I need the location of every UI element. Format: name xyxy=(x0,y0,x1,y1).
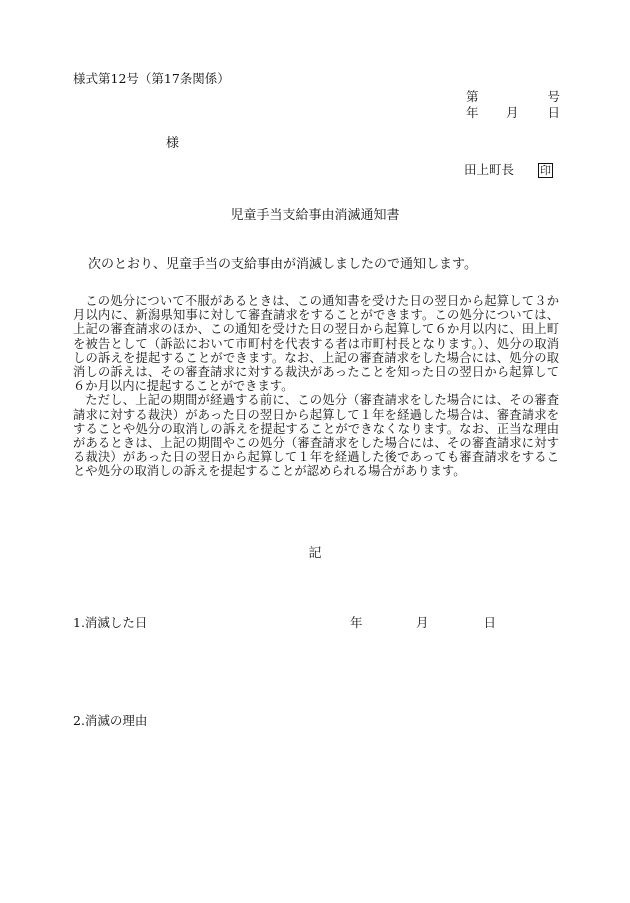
item-1-label: 1.消滅した日 xyxy=(73,615,148,630)
number-go: 号 xyxy=(547,89,560,104)
item-1-month: 月 xyxy=(416,615,429,630)
date-day: 日 xyxy=(547,105,560,120)
item-2-label: 2.消滅の理由 xyxy=(73,713,148,728)
document-title: 児童手当支給事由消滅通知書 xyxy=(230,208,400,223)
item-1-year: 年 xyxy=(350,615,363,630)
issuer-name: 田上町長 xyxy=(464,162,515,177)
appeal-paragraph-2: ただし、上記の期間が経過する前に、この処分（審査請求をした場合には、その審査請求に対する裁決）があった日の翌日から起算して１年を経過した場合は、審査請求をすることや処分の取消しの訴えを提起することができなくなります。なお、正当な理由があるときは、上記の期間やこの処分（審査請求をした場合には、その審査請求に対する裁決）があった日の翌日から起算して１年を経過した後であっても審査請求をすることや処分の取消しの訴えを提起することが認められる場合があります。 xyxy=(73,393,559,479)
item-1-day: 日 xyxy=(483,615,496,630)
date-year: 年 xyxy=(466,105,479,120)
notice-text: 次のとおり、児童手当の支給事由が消滅しましたので通知します。 xyxy=(88,257,477,272)
issuer-line xyxy=(464,160,553,178)
form-number: 様式第12号（第17条関係） xyxy=(73,71,230,86)
appeal-paragraph-1: この処分について不服があるときは、この通知書を受けた日の翌日から起算して３か月以内に、新潟県知事に対して審査請求をすることができます。この処分については、上記の審査請求のほか、この通知を受けた日の翌日から起算して６か月以内に、田上町を被告として（訴訟において市町村を代表する者は市町村長となります。）、処分の取消しの訴えを提起することができます。なお、上記の審査請求をした場合には、処分の取消しの訴えは、その審査請求に対する裁決があったことを知った日の翌日から起算して６か月以内に提起することができます。 xyxy=(73,294,559,394)
appeal-instructions xyxy=(73,294,559,479)
ki-heading: 記 xyxy=(308,546,322,561)
addressee: 様 xyxy=(166,136,180,151)
date-month: 月 xyxy=(506,105,519,120)
seal-stamp: 印 xyxy=(540,164,552,177)
number-dai: 第 xyxy=(466,89,479,104)
